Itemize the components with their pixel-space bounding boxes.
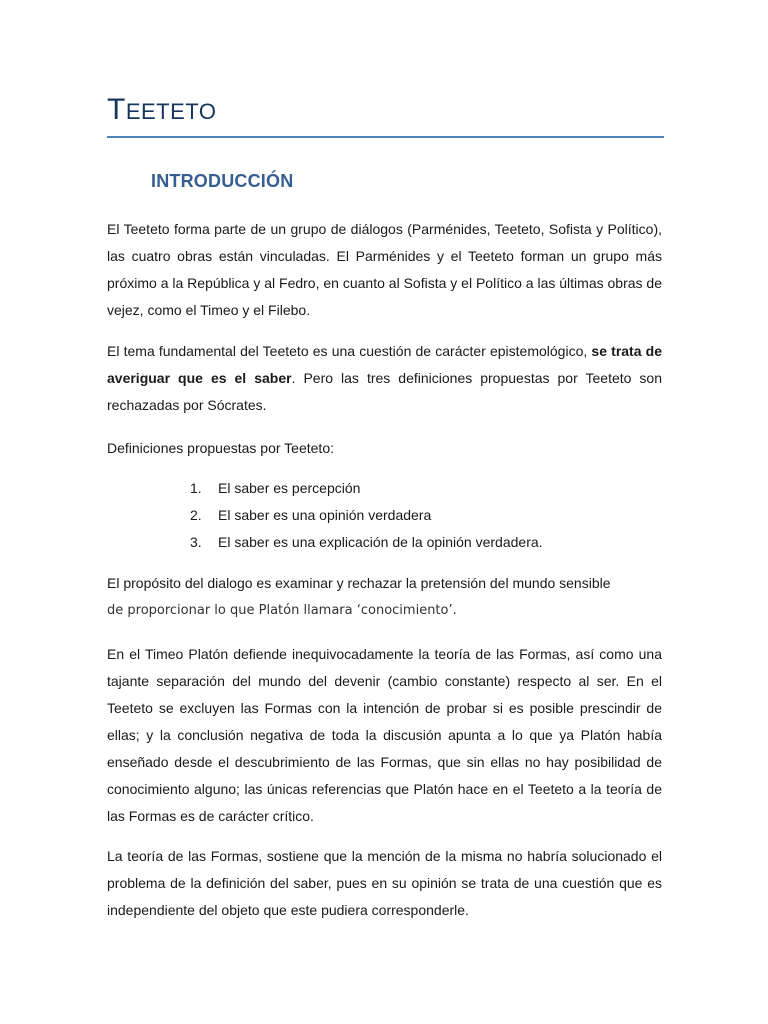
list-number: 2. — [190, 507, 202, 523]
list-text: El saber es una explicación de la opinión verdadera. — [218, 534, 543, 550]
document-title — [107, 88, 663, 134]
list-number: 3. — [190, 534, 202, 550]
section-heading: INTRODUCCIÓN — [151, 171, 294, 191]
paragraph-4 — [107, 570, 662, 624]
paragraph-1: El Teeteto forma parte de un grupo de diálogos (Parménides, Teeteto, Sofista y Político), las cuatro obras están vinculadas. El Parménides y el Teeteto forman un grupo más próximo a la República y al Fedro, en cuanto al Sofista y el Político a las últimas obras de vejez, como el Timeo y el Filebo. — [107, 221, 662, 318]
paragraph-2-text-b: . Pero las tres definiciones propuestas por Teeteto son rechazadas por Sócrates. — [107, 370, 662, 413]
list-item — [190, 502, 543, 529]
paragraph-2 — [107, 338, 662, 419]
list-item — [190, 529, 543, 556]
list-item — [190, 475, 543, 502]
list-text: El saber es una opinión verdadera — [218, 507, 432, 523]
title-rest: EETETO — [125, 99, 217, 124]
list-text: El saber es percepción — [218, 480, 361, 496]
paragraph-2-bold: se trata de averiguar que es el saber — [107, 343, 662, 386]
paragraph-2-text-a: El tema fundamental del Teeteto es una cuestión de carácter epistemológico, — [107, 343, 592, 359]
definitions-intro: Definiciones propuestas por Teeteto: — [107, 440, 334, 456]
title-block — [107, 88, 663, 134]
paragraph-4-line-1: El propósito del dialogo es examinar y rechazar la pretensión del mundo sensible — [107, 575, 611, 591]
title-initial: T — [107, 93, 126, 126]
list-number: 1. — [190, 480, 202, 496]
definitions-list — [190, 475, 543, 556]
paragraph-4-line-2: de proporcionar lo que Platón llamara ‘conocimiento’. — [107, 603, 457, 618]
title-underline — [107, 136, 664, 138]
paragraph-6: La teoría de las Formas, sostiene que la mención de la misma no habría solucionado el problema de la definición del saber, pues en su opinión se trata de una cuestión que es independiente del objeto que este pudiera corresponderle. — [107, 848, 662, 918]
paragraph-5: En el Timeo Platón defiende inequivocadamente la teoría de las Formas, así como una tajante separación del mundo del devenir (cambio constante) respecto al ser. En el Teeteto se excluyen las Formas con la intención de probar si es posible prescindir de ellas; y la conclusión negativa de toda la discusión apunta a lo que ya Platón había enseñado desde el descubrimiento de las Formas, que sin ellas no hay posibilidad de conocimiento alguno; las únicas referencias que Platón hace en el Teeteto a la teoría de las Formas es de carácter crítico. — [107, 646, 662, 824]
